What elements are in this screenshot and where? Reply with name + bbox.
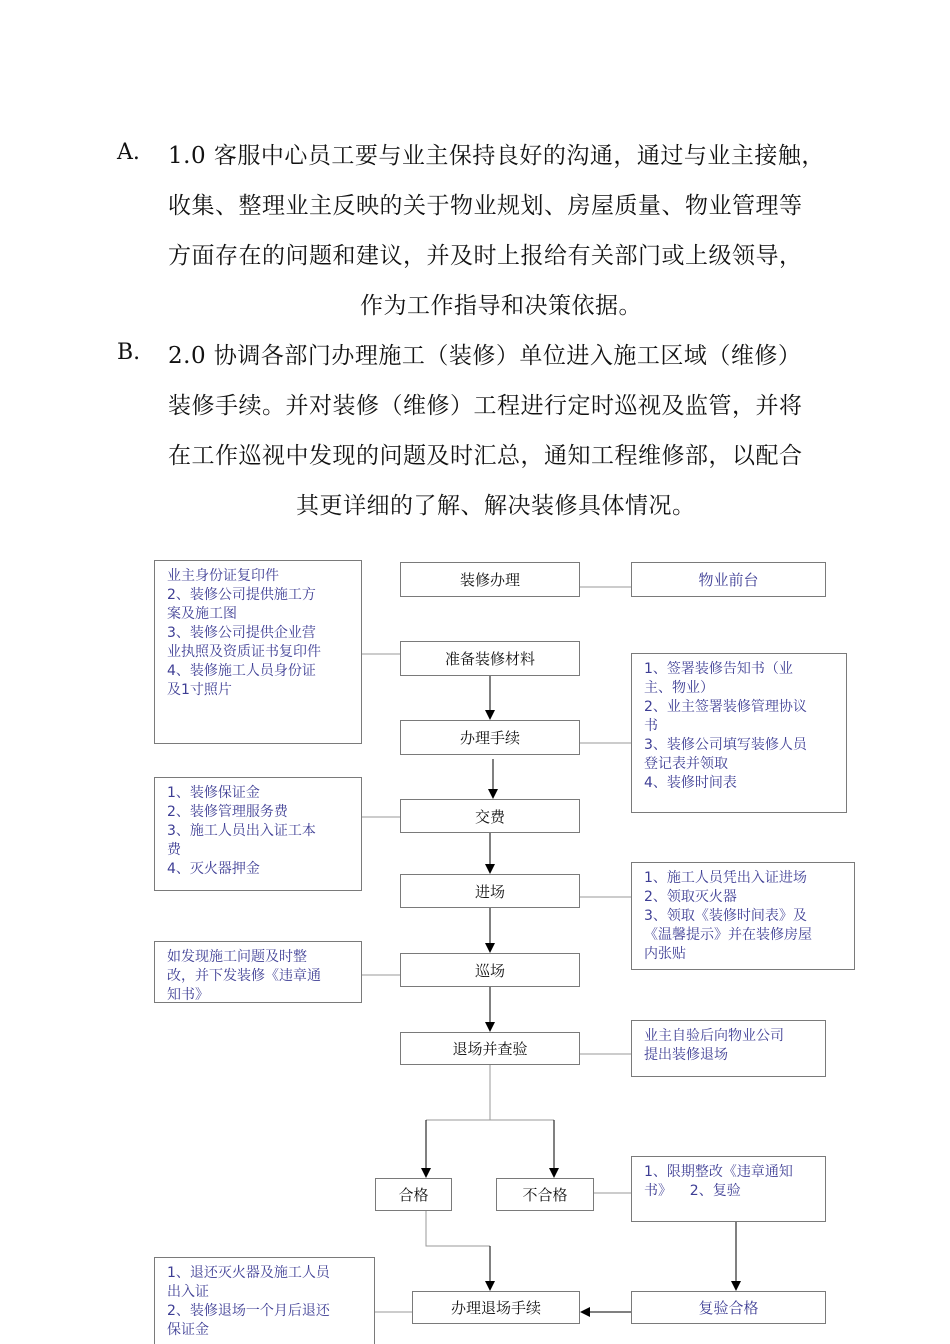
- note-enter: [631, 862, 855, 970]
- note-refund-line: 出入证: [167, 1284, 209, 1300]
- note-enter-line: 3、领取《装修时间表》及: [644, 908, 807, 924]
- note-exit: [631, 1020, 826, 1077]
- note-materials-line: 2、装修公司提供施工方: [167, 587, 316, 603]
- connector-qualified-route: [426, 1211, 490, 1246]
- note-patrol: [154, 941, 362, 1003]
- step-reinspect-ok: 复验合格: [631, 1291, 826, 1324]
- note-procedures-line: 2、业主签署装修管理协议: [644, 699, 807, 715]
- note-procedures-line: 主、物业）: [644, 680, 714, 696]
- paragraph-b-line-2: 装修手续。并对装修（维修）工程进行定时巡视及监管，并将: [168, 393, 803, 419]
- step-prepare-materials: 准备装修材料: [400, 641, 580, 676]
- step-procedures: 办理手续: [400, 720, 580, 755]
- note-materials: [154, 560, 362, 744]
- paragraph-a-line-1: 1.0 客服中心员工要与业主保持良好的沟通，通过与业主接触，: [168, 143, 825, 169]
- note-fees-line: 4、灭火器押金: [167, 861, 260, 877]
- note-fees-line: 费: [167, 842, 181, 858]
- paragraph-b-line-4: 其更详细的了解、解决装修具体情况。: [296, 493, 696, 519]
- note-rectify-line: 书》 2、复验: [644, 1183, 741, 1199]
- step-qualified: 合格: [375, 1178, 452, 1211]
- note-fees-line: 3、施工人员出入证工本: [167, 823, 316, 839]
- note-refund-line: 1、退还灭火器及施工人员: [167, 1265, 330, 1281]
- note-procedures-line: 登记表并领取: [644, 756, 728, 772]
- note-refund: [154, 1257, 375, 1344]
- note-materials-line: 3、装修公司提供企业营: [167, 625, 316, 641]
- note-materials-line: 4、装修施工人员身份证: [167, 663, 316, 679]
- note-fees-line: 1、装修保证金: [167, 785, 260, 801]
- note-procedures-line: 书: [644, 718, 658, 734]
- note-procedures-line: 1、签署装修告知书（业: [644, 661, 793, 677]
- note-enter-line: 内张贴: [644, 946, 686, 962]
- note-fees: [154, 777, 362, 891]
- note-front-desk: 物业前台: [631, 562, 826, 597]
- step-exit-procedures: 办理退场手续: [412, 1291, 580, 1324]
- step-renovation: 装修办理: [400, 562, 580, 597]
- note-materials-line: 业主身份证复印件: [167, 568, 279, 584]
- note-materials-line: 及1寸照片: [167, 682, 232, 698]
- note-patrol-line: 如发现施工问题及时整: [167, 949, 307, 965]
- note-rectify-line: 1、限期整改《违章通知: [644, 1164, 793, 1180]
- note-materials-line: 案及施工图: [167, 606, 237, 622]
- paragraph-b-line-1: 2.0 协调各部门办理施工（装修）单位进入施工区域（维修）: [168, 343, 802, 369]
- note-procedures: [631, 653, 847, 813]
- paragraph-b-line-3: 在工作巡视中发现的问题及时汇总，通知工程维修部，以配合: [168, 443, 803, 469]
- note-procedures-line: 3、装修公司填写装修人员: [644, 737, 807, 753]
- note-procedures-line: 4、装修时间表: [644, 775, 737, 791]
- note-enter-line: 1、施工人员凭出入证进场: [644, 870, 807, 886]
- note-refund-line: 2、装修退场一个月后退还: [167, 1303, 330, 1319]
- note-patrol-line: 改，并下发装修《违章通: [167, 968, 321, 984]
- paragraph-a-line-4: 作为工作指导和决策依据。: [360, 293, 642, 319]
- note-enter-line: 《温馨提示》并在装修房屋: [644, 927, 812, 943]
- step-unqualified: 不合格: [496, 1178, 594, 1211]
- note-rectify: [631, 1156, 826, 1222]
- step-pay-fees: 交费: [400, 799, 580, 833]
- note-exit-line: 提出装修退场: [644, 1047, 728, 1063]
- step-exit-inspect: 退场并查验: [400, 1032, 580, 1065]
- paragraph-a-line-3: 方面存在的问题和建议，并及时上报给有关部门或上级领导，: [168, 243, 803, 269]
- step-patrol: 巡场: [400, 953, 580, 987]
- note-refund-line: 保证金: [167, 1322, 209, 1338]
- note-fees-line: 2、装修管理服务费: [167, 804, 288, 820]
- paragraph-a-line-2: 收集、整理业主反映的关于物业规划、房屋质量、物业管理等: [168, 193, 803, 219]
- note-exit-line: 业主自验后向物业公司: [644, 1028, 784, 1044]
- paragraph-a-marker: A.: [117, 140, 140, 165]
- note-enter-line: 2、领取灭火器: [644, 889, 737, 905]
- note-patrol-line: 知书》: [167, 987, 209, 1003]
- step-enter-site: 进场: [400, 874, 580, 908]
- note-materials-line: 业执照及资质证书复印件: [167, 644, 321, 660]
- paragraph-b-marker: B.: [117, 340, 141, 365]
